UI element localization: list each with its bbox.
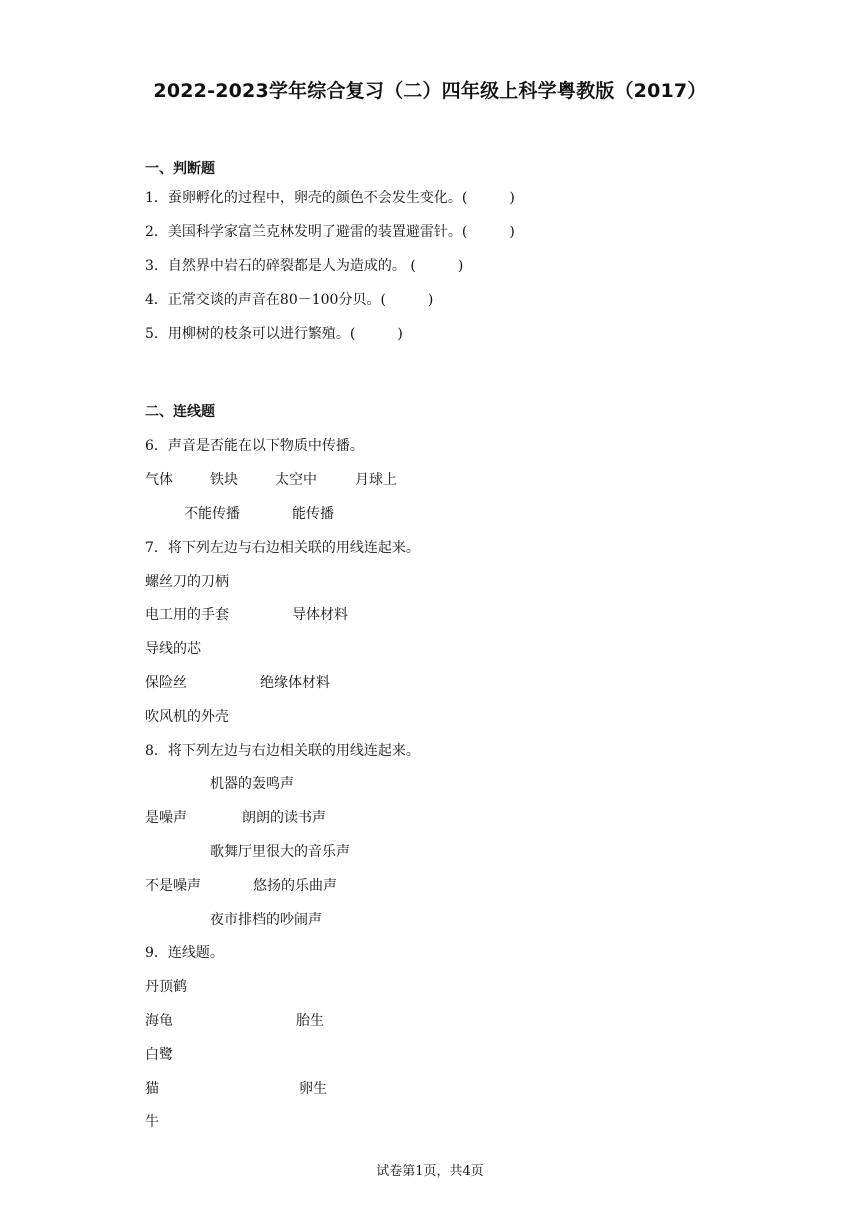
q9-left-item: 海龟 bbox=[145, 1013, 173, 1029]
q8-left-item: 不是噪声 bbox=[145, 878, 201, 894]
q8-right-item: 机器的轰鸣声 bbox=[210, 776, 294, 792]
q7-right-item: 绝缘体材料 bbox=[260, 675, 330, 691]
q6-right-item: 不能传播 bbox=[184, 506, 240, 522]
q7-left-item: 螺丝刀的刀柄 bbox=[145, 574, 229, 590]
q9-right-item: 胎生 bbox=[296, 1013, 324, 1029]
question-4: 4．正常交谈的声音在80－100分贝。( ) bbox=[145, 292, 434, 308]
q8-right-item: 夜市排档的吵闹声 bbox=[210, 912, 322, 928]
q7-left-item: 导线的芯 bbox=[145, 641, 201, 657]
q8-left-item: 是噪声 bbox=[145, 810, 187, 826]
question-8-stem: 8．将下列左边与右边相关联的用线连起来。 bbox=[145, 743, 420, 759]
question-6-stem: 6．声音是否能在以下物质中传播。 bbox=[145, 438, 364, 454]
question-2: 2．美国科学家富兰克林发明了避雷的装置避雷针。( ) bbox=[145, 224, 515, 240]
question-9-stem: 9．连线题。 bbox=[145, 945, 224, 961]
q6-left-item: 气体 bbox=[145, 472, 173, 488]
q8-right-item: 歌舞厅里很大的音乐声 bbox=[210, 844, 350, 860]
page-title: 2022-2023学年综合复习（二）四年级上科学粤教版（2017） bbox=[153, 80, 707, 102]
q9-left-item: 丹顶鹤 bbox=[145, 979, 187, 995]
page-footer: 试卷第1页，共4页 bbox=[376, 1164, 484, 1179]
q6-left-item: 太空中 bbox=[275, 472, 317, 488]
section-heading-matching: 二、连线题 bbox=[145, 404, 215, 420]
q7-right-item: 导体材料 bbox=[292, 607, 348, 623]
q9-left-item: 白鹭 bbox=[145, 1047, 173, 1063]
question-7-stem: 7．将下列左边与右边相关联的用线连起来。 bbox=[145, 540, 420, 556]
question-1: 1．蚕卵孵化的过程中，卵壳的颜色不会发生变化。( ) bbox=[145, 190, 515, 206]
q6-right-item: 能传播 bbox=[292, 506, 334, 522]
question-3: 3．自然界中岩石的碎裂都是人为造成的。 ( ) bbox=[145, 258, 464, 274]
q8-right-item: 悠扬的乐曲声 bbox=[253, 878, 337, 894]
q6-left-item: 铁块 bbox=[210, 472, 238, 488]
question-5: 5．用柳树的枝条可以进行繁殖。( ) bbox=[145, 326, 403, 342]
q9-left-item: 猫 bbox=[145, 1081, 159, 1097]
q7-left-item: 电工用的手套 bbox=[145, 607, 229, 623]
q7-left-item: 保险丝 bbox=[145, 675, 187, 691]
q6-left-item: 月球上 bbox=[355, 472, 397, 488]
q7-left-item: 吹风机的外壳 bbox=[145, 709, 229, 725]
section-heading-judgement: 一、判断题 bbox=[145, 161, 215, 177]
q9-left-item: 牛 bbox=[145, 1114, 159, 1130]
q8-right-item: 朗朗的读书声 bbox=[242, 810, 326, 826]
q9-right-item: 卵生 bbox=[299, 1081, 327, 1097]
